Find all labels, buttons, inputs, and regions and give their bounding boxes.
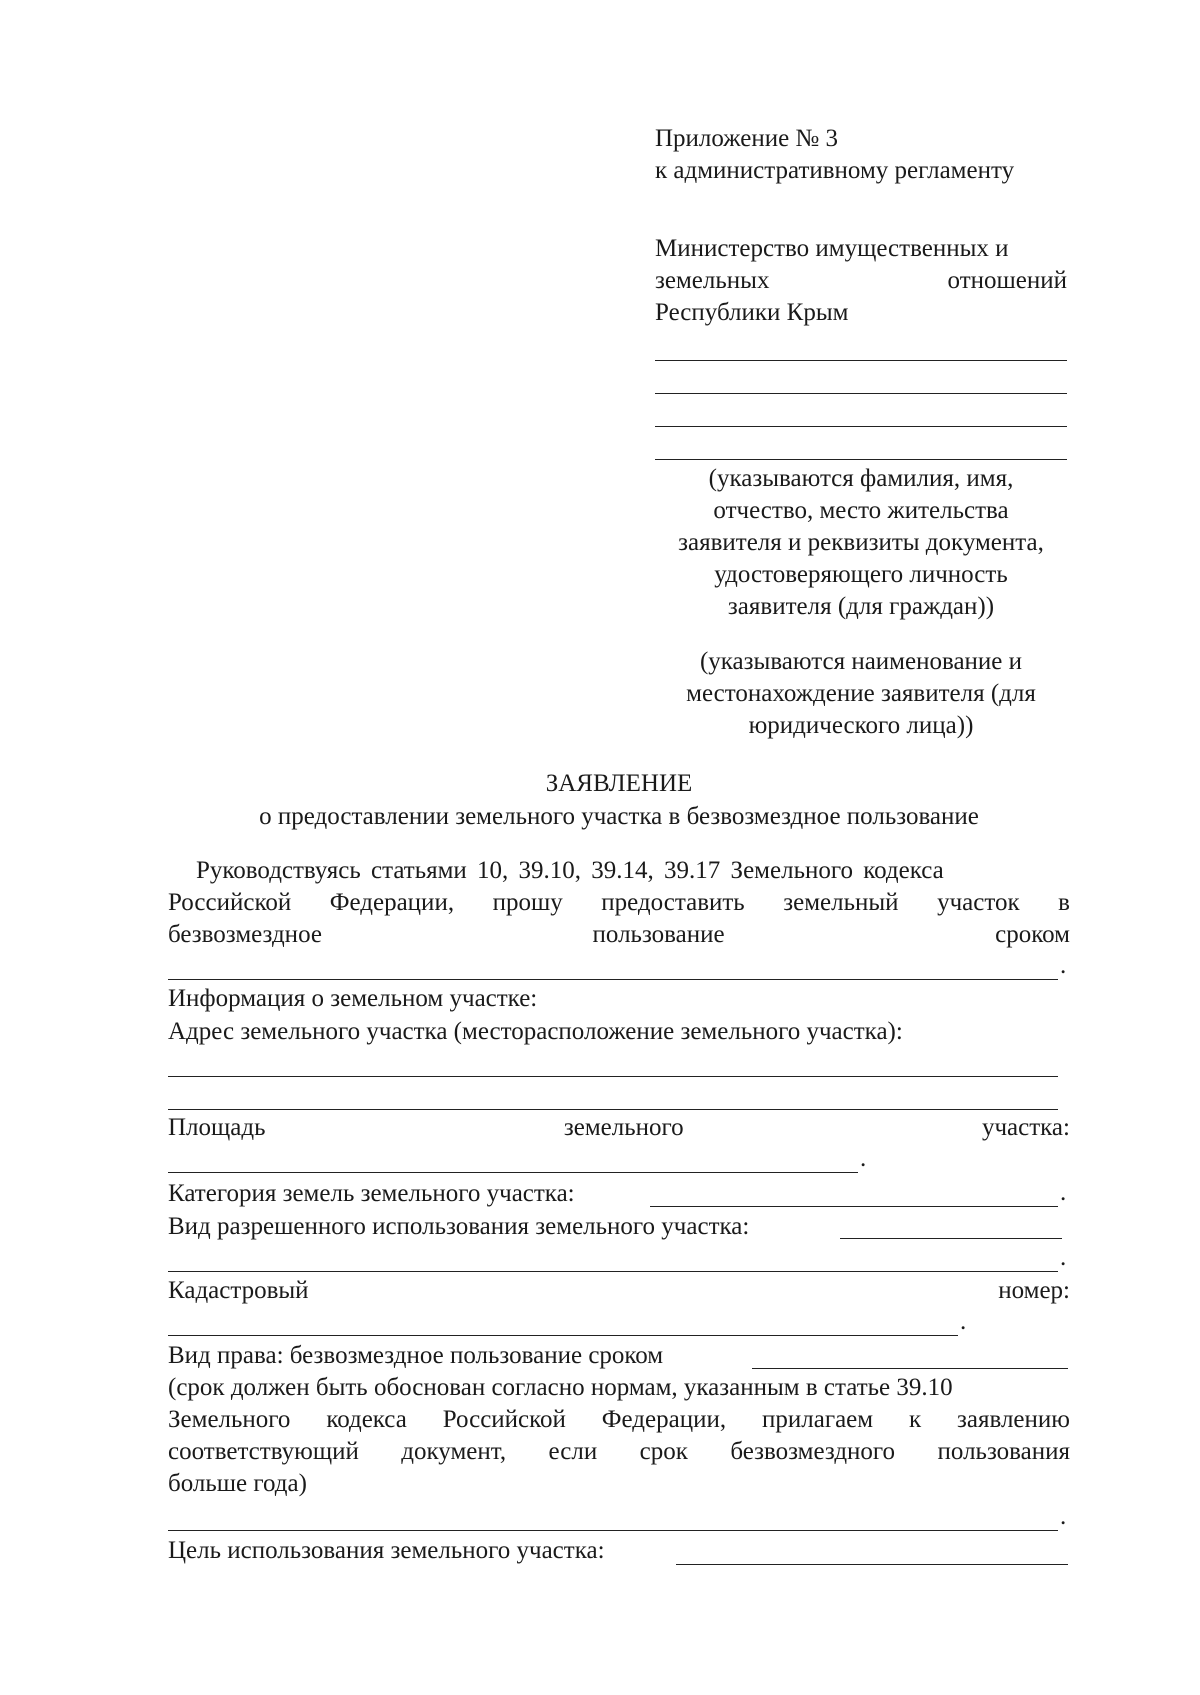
applicant-blank-line-2[interactable] bbox=[655, 393, 1067, 394]
period-mark: . bbox=[1060, 1503, 1067, 1530]
document-title: ЗАЯВЛЕНИЕ bbox=[545, 770, 693, 797]
period-mark: . bbox=[1060, 952, 1067, 979]
usage-blank-line-2[interactable] bbox=[168, 1271, 1058, 1272]
term-justification-blank-line[interactable] bbox=[168, 1530, 1058, 1531]
term-note-line-1: (срок должен быть обоснован согласно нормам, указанным в статье 39.10 bbox=[168, 1374, 953, 1401]
purpose-label: Цель использования земельного участка: bbox=[168, 1537, 605, 1564]
applicant-blank-line-1[interactable] bbox=[655, 360, 1067, 361]
right-term-blank-line[interactable] bbox=[752, 1368, 1068, 1369]
right-type-label: Вид права: безвозмездное пользование сроком bbox=[168, 1342, 664, 1369]
period-mark: . bbox=[1060, 1179, 1067, 1206]
citizen-note-line: заявителя (для граждан)) bbox=[727, 593, 995, 620]
address-blank-line-1[interactable] bbox=[168, 1076, 1058, 1077]
appendix-block bbox=[655, 123, 1067, 187]
term-note-paragraph bbox=[168, 1372, 1070, 1500]
legal-note-line: местонахождение заявителя (для bbox=[686, 680, 1036, 707]
area-blank-line[interactable] bbox=[168, 1172, 858, 1173]
info-heading: Информация о земельном участке: bbox=[168, 985, 538, 1012]
ministry-line-1: Министерство имущественных и bbox=[655, 235, 1009, 262]
cadastral-label-line: Кадастровый номер: bbox=[168, 1277, 1070, 1304]
category-blank-line[interactable] bbox=[650, 1206, 1058, 1207]
ministry-line-3: Республики Крым bbox=[655, 299, 849, 326]
ministry-block bbox=[655, 233, 1067, 329]
citizen-note-line: отчество, место жительства bbox=[713, 497, 1009, 524]
intro-line-1: Руководствуясь статьями 10, 39.10, 39.14, 39.17 Земельного кодекса bbox=[196, 857, 944, 884]
citizen-note-line: удостоверяющего личность bbox=[714, 561, 1008, 588]
period-mark: . bbox=[1060, 1244, 1067, 1271]
appendix-reference: к административному регламенту bbox=[655, 157, 1015, 184]
cadastral-blank-line[interactable] bbox=[168, 1335, 958, 1336]
period-mark: . bbox=[860, 1145, 867, 1172]
intro-paragraph bbox=[168, 855, 1070, 951]
legal-note-line: (указываются наименование и bbox=[699, 648, 1023, 675]
legal-note-line: юридического лица)) bbox=[748, 712, 974, 739]
citizen-note bbox=[648, 463, 1074, 623]
usage-label: Вид разрешенного использования земельного участка: bbox=[168, 1213, 750, 1240]
applicant-blank-line-3[interactable] bbox=[655, 426, 1067, 427]
address-blank-line-2[interactable] bbox=[168, 1109, 1058, 1110]
usage-blank-line-1[interactable] bbox=[840, 1238, 1062, 1239]
ministry-line-2: земельных отношений bbox=[655, 267, 1067, 294]
legal-entity-note bbox=[648, 646, 1074, 742]
category-label: Категория земель земельного участка: bbox=[168, 1180, 575, 1207]
term-note-line-2: Земельного кодекса Российской Федерации, прилагаем к заявлению bbox=[168, 1406, 1070, 1433]
address-label: Адрес земельного участка (месторасположение земельного участка): bbox=[168, 1018, 903, 1045]
purpose-blank-line[interactable] bbox=[676, 1564, 1068, 1565]
period-mark: . bbox=[960, 1308, 967, 1335]
appendix-number: Приложение № 3 bbox=[655, 125, 839, 152]
citizen-note-line: (указываются фамилия, имя, bbox=[708, 465, 1014, 492]
applicant-blank-line-4[interactable] bbox=[655, 459, 1067, 460]
term-note-line-4: больше года) bbox=[168, 1470, 307, 1497]
document-subtitle: о предоставлении земельного участка в безвозмездное пользование bbox=[259, 803, 979, 830]
citizen-note-line: заявителя и реквизиты документа, bbox=[678, 529, 1044, 556]
term-blank-line[interactable] bbox=[168, 979, 1058, 980]
intro-line-3: безвозмездное пользование сроком bbox=[168, 921, 1070, 948]
area-label-line: Площадь земельного участка: bbox=[168, 1114, 1070, 1141]
term-note-line-3: соответствующий документ, если срок безвозмездного пользования bbox=[168, 1438, 1070, 1465]
intro-line-2: Российской Федерации, прошу предоставить земельный участок в bbox=[168, 889, 1070, 916]
